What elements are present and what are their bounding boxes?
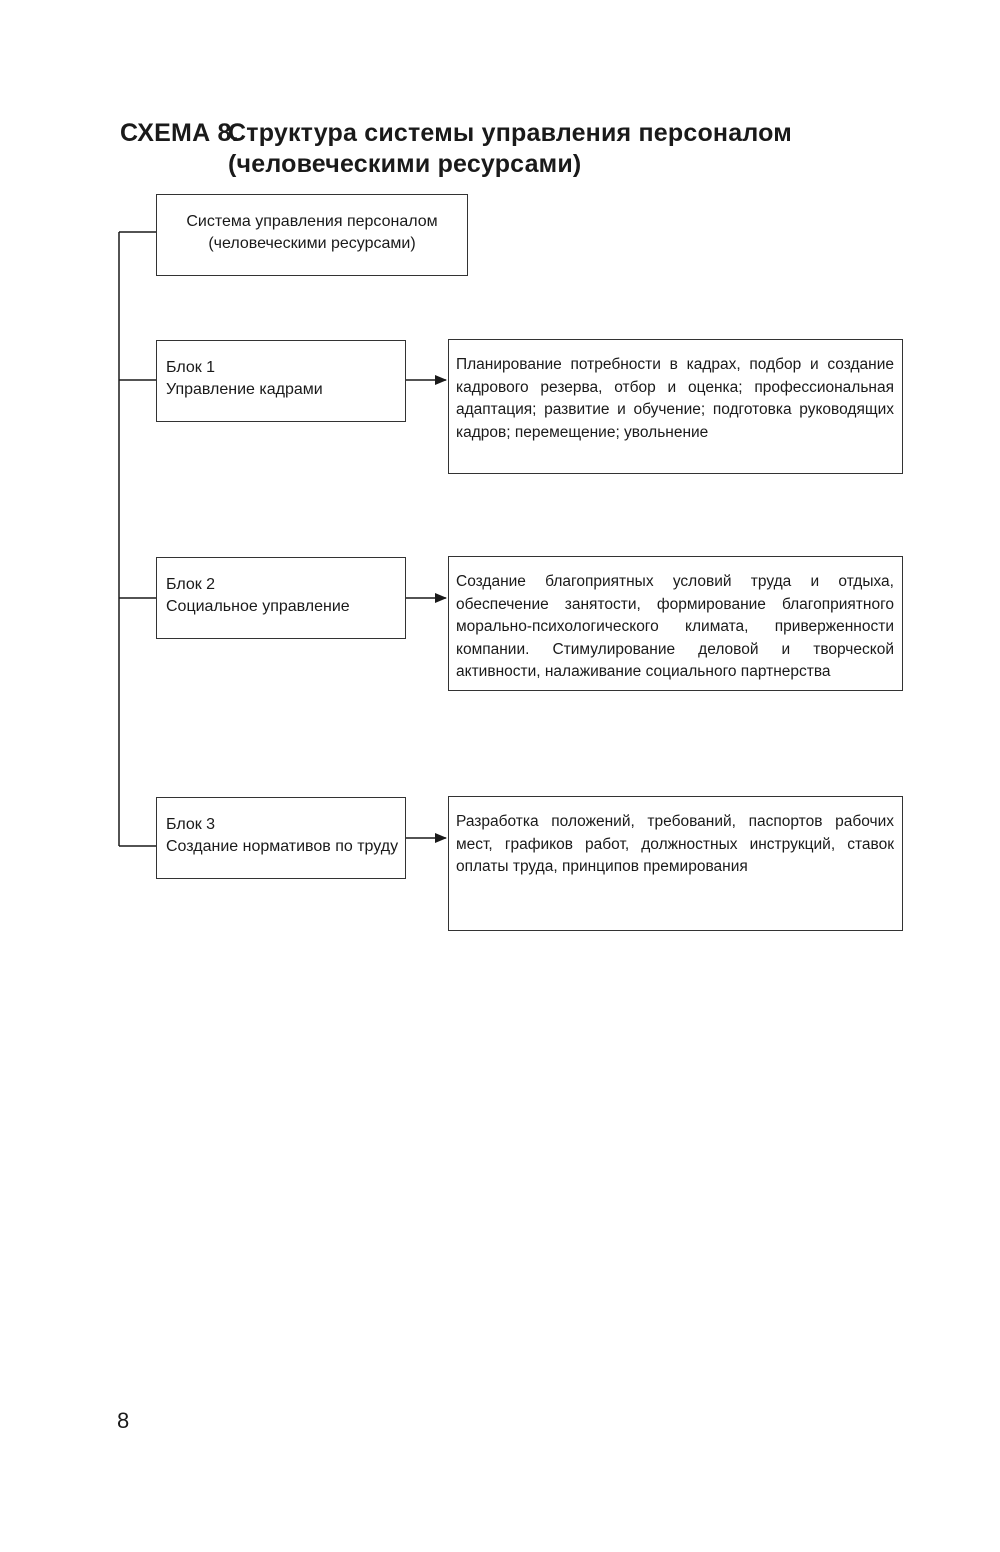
root-box: [156, 194, 468, 276]
scheme-title: Структура системы управления персоналом (человеческими ресурсами): [228, 119, 792, 178]
block-1-box: [156, 340, 406, 422]
block-3-name: Создание нормативов по труду: [166, 838, 399, 855]
block-2-box: [156, 557, 406, 639]
block-2-description: Создание благоприятных условий труда и отдыха, обеспечение занятости, формирование благоприятного морально-психологического климата, приверженности компании. Стимулирование деловой и творческой активности, налаживание социального партнерства: [448, 556, 903, 691]
block-2-name: Социальное управление: [166, 598, 350, 615]
block-1-description: Планирование потребности в кадрах, подбор и создание кадрового резерва, отбор и оценка; профессиональная адаптация; развитие и обучение; подготовка руководящих кадров; перемещение; увольнение: [448, 339, 903, 474]
block-3-description: Разработка положений, требований, паспортов рабочих мест, графиков работ, должностных инструкций, ставок оплаты труда, принципов премирования: [448, 796, 903, 931]
scheme-label: СХЕМА 8.: [120, 119, 239, 147]
root-line-1: Система управления персоналом: [186, 213, 438, 230]
block-1-name: Управление кадрами: [166, 381, 323, 398]
root-line-2: (человеческими ресурсами): [208, 235, 416, 252]
block-2-number: Блок 2: [166, 576, 216, 593]
block-3-box: [156, 797, 406, 879]
block-1-number: Блок 1: [166, 359, 216, 376]
page-number: 8: [117, 1408, 130, 1433]
block-3-number: Блок 3: [166, 816, 216, 833]
